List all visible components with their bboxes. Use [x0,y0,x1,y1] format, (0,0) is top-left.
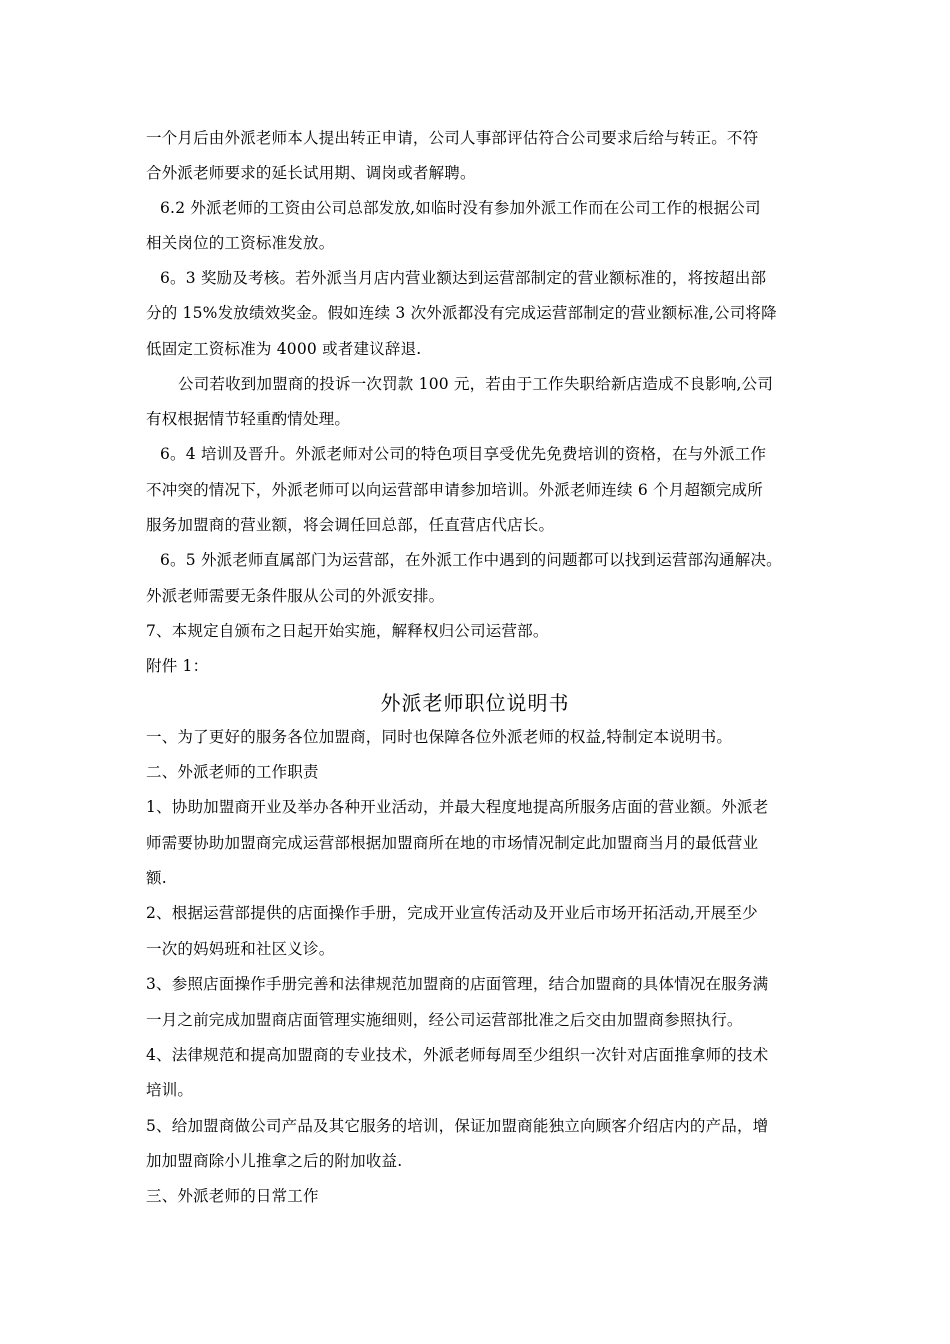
text-line: 一月之前完成加盟商店面管理实施细则，经公司运营部批准之后交由加盟商参照执行。 [146,1011,743,1029]
section-6-2: 6.2 外派老师的工资由公司总部发放,如临时没有参加外派工作而在公司工作的根据公司 [160,199,761,217]
text-line: 5、给加盟商做公司产品及其它服务的培训，保证加盟商能独立向顾客介绍店内的产品，增 [146,1117,769,1135]
text-line: 不冲突的情况下，外派老师可以向运营部申请参加培训。外派老师连续 6 个月超额完成所 [146,481,763,499]
text-line: 一次的妈妈班和社区义诊。 [146,940,335,958]
document-title: 外派老师职位说明书 [380,691,570,715]
text-line: 1、协助加盟商开业及举办各种开业活动，并最大程度地提高所服务店面的营业额。外派老 [146,798,769,816]
text-line: 外派老师需要无条件服从公司的外派安排。 [146,587,445,605]
text-line: 公司若收到加盟商的投诉一次罚款 100 元，若由于工作失职给新店造成不良影响,公司 [178,375,774,393]
section-7: 7、本规定自颁布之日起开始实施，解释权归公司运营部。 [146,622,549,640]
text-line: 额. [146,869,167,887]
text-line: 2、根据运营部提供的店面操作手册，完成开业宣传活动及开业后市场开拓活动,开展至少 [146,904,758,922]
text-line: 4、法律规范和提高加盟商的专业技术，外派老师每周至少组织一次针对店面推拿师的技术 [146,1046,769,1064]
text-line: 3、参照店面操作手册完善和法律规范加盟商的店面管理，结合加盟商的具体情况在服务满 [146,975,769,993]
text-line: 有权根据情节轻重酌情处理。 [146,410,351,428]
text-line: 一、为了更好的服务各位加盟商，同时也保障各位外派老师的权益,特制定本说明书。 [146,728,733,746]
section-heading: 二、外派老师的工作职责 [146,763,319,781]
text-line: 培训。 [146,1081,194,1099]
text-line: 加加盟商除小儿推拿之后的附加收益. [146,1152,403,1170]
section-6-5: 6。5 外派老师直属部门为运营部，在外派工作中遇到的问题都可以找到运营部沟通解决。 [160,551,782,569]
text-line: 一个月后由外派老师本人提出转正申请，公司人事部评估符合公司要求后给与转正。不符 [146,129,759,147]
text-line: 相关岗位的工资标准发放。 [146,234,335,252]
text-line: 低固定工资标准为 4000 或者建议辞退. [146,340,422,358]
text-line: 服务加盟商的营业额，将会调任回总部，任直营店代店长。 [146,516,555,534]
section-6-4: 6。4 培训及晋升。外派老师对公司的特色项目享受优先免费培训的资格，在与外派工作 [160,445,767,463]
text-line: 合外派老师要求的延长试用期、调岗或者解聘。 [146,164,476,182]
text-line: 分的 15%发放绩效奖金。假如连续 3 次外派都没有完成运营部制定的营业额标准,公司将降 [146,304,777,322]
attachment-label: 附件 1： [146,657,209,675]
section-6-3: 6。3 奖励及考核。若外派当月店内营业额达到运营部制定的营业额标准的，将按超出部 [160,269,767,287]
section-heading: 三、外派老师的日常工作 [146,1187,319,1205]
text-line: 师需要协助加盟商完成运营部根据加盟商所在地的市场情况制定此加盟商当月的最低营业 [146,834,759,852]
